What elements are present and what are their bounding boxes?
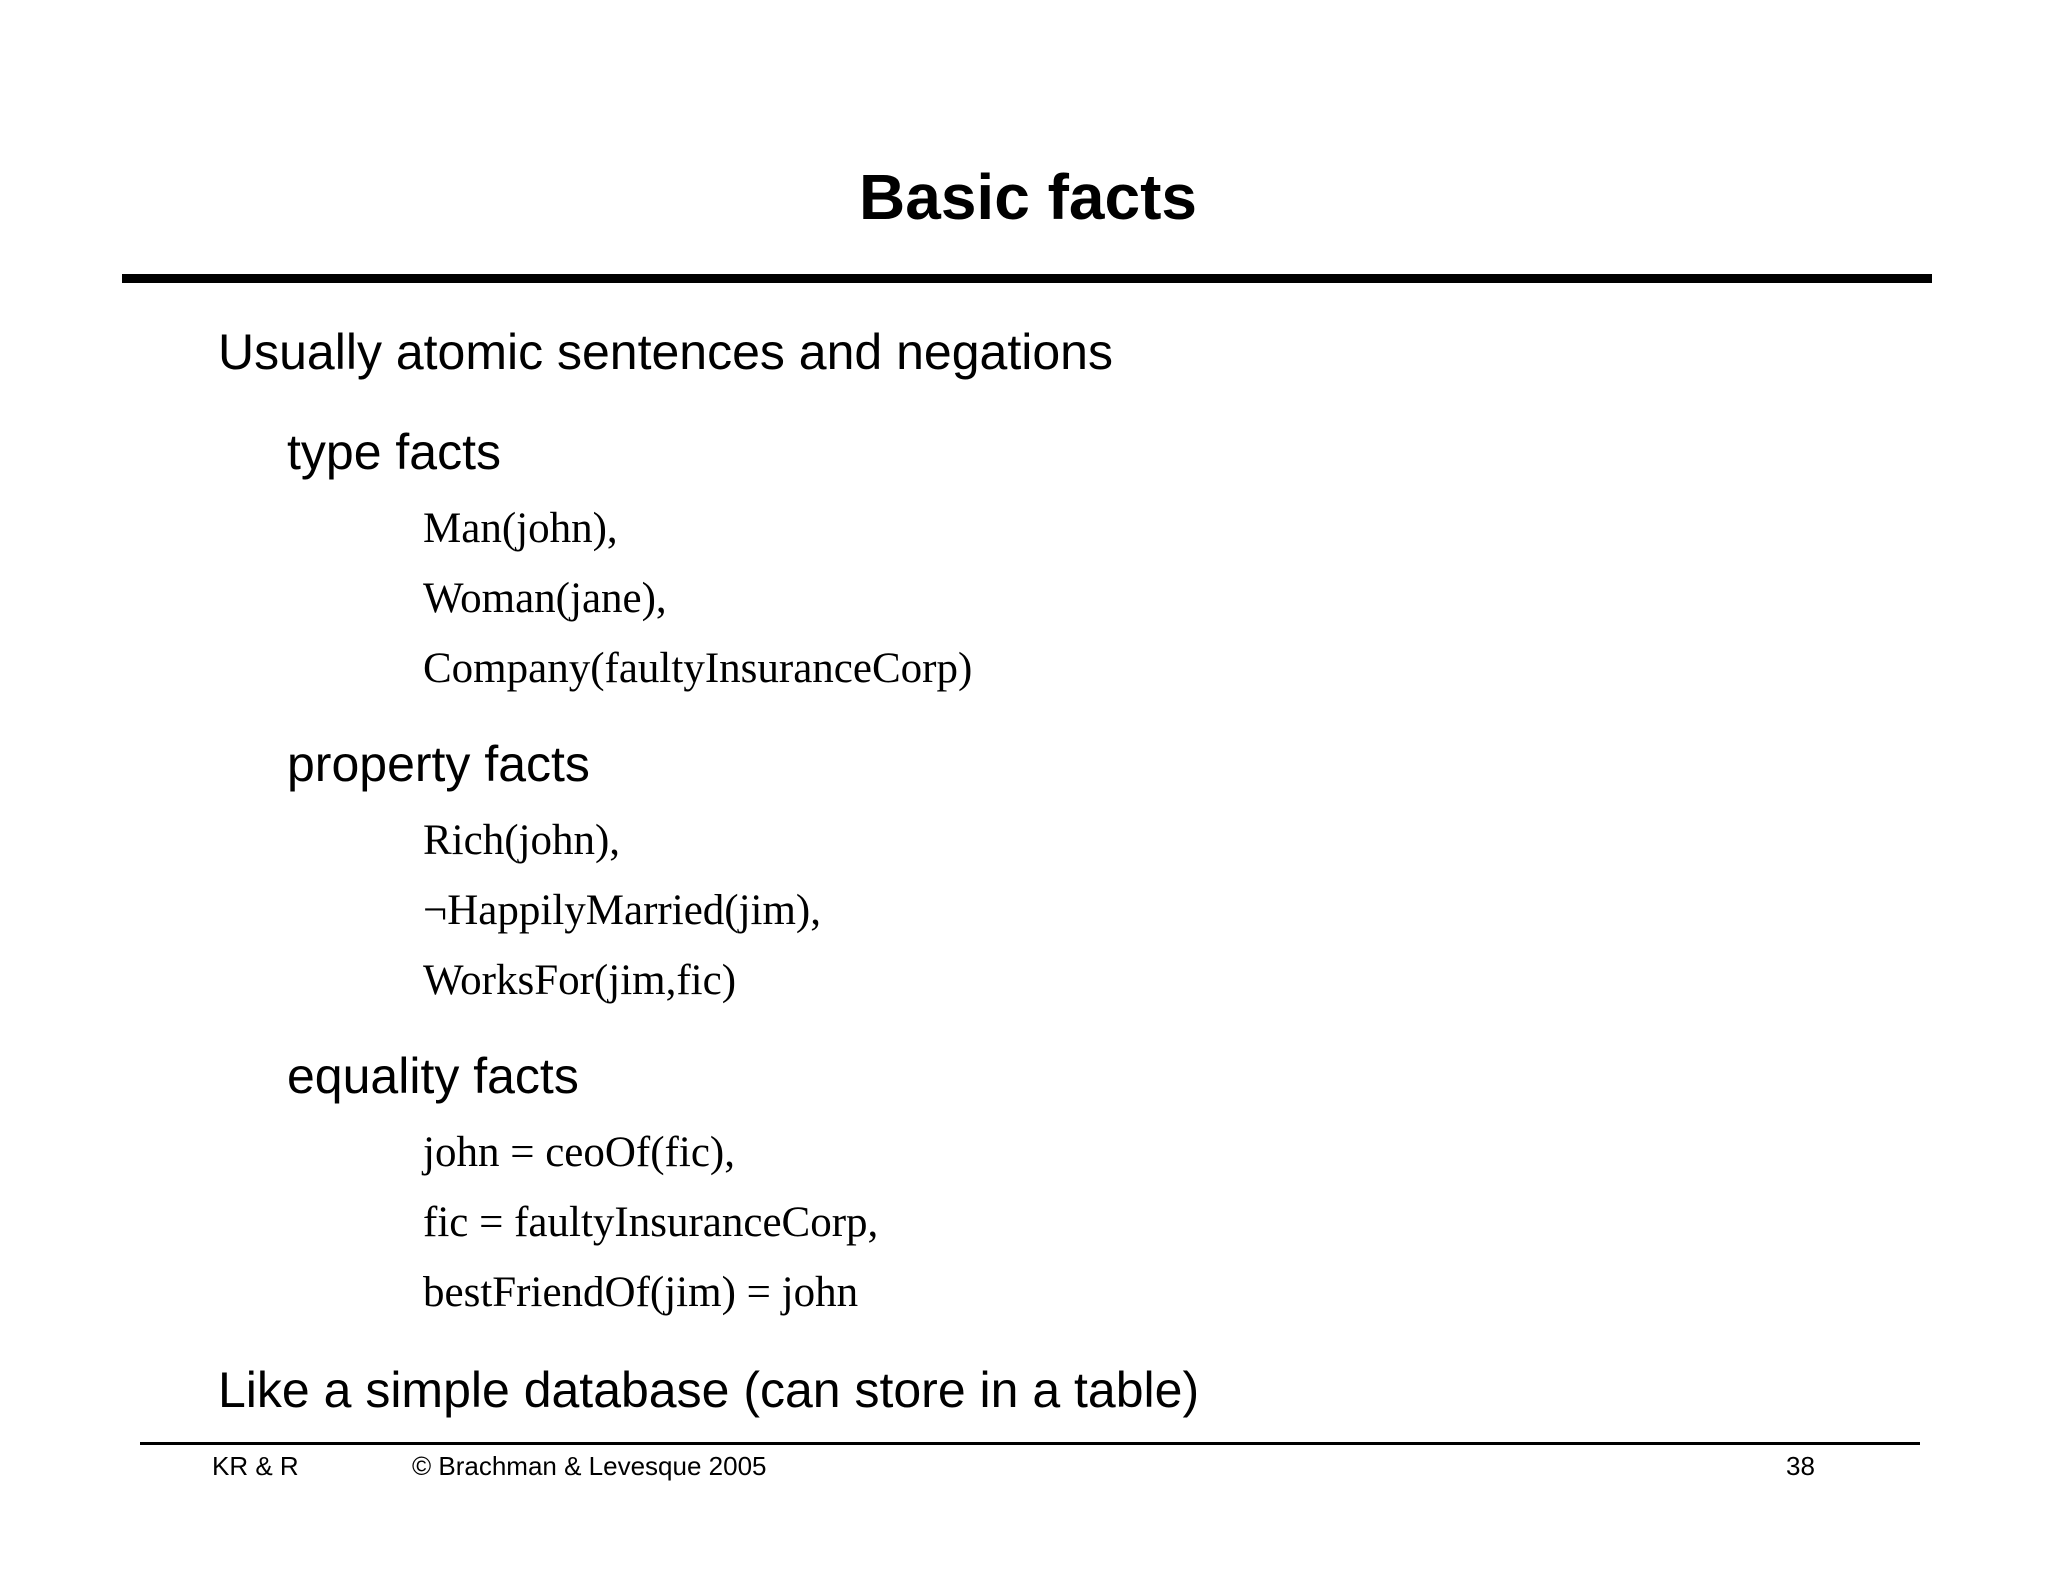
fact-item: fic = faultyInsuranceCorp, (423, 1199, 879, 1246)
title-divider (122, 274, 1932, 283)
section-heading-type-facts: type facts (287, 424, 501, 480)
fact-item: WorksFor(jim,fic) (423, 957, 737, 1004)
fact-item: bestFriendOf(jim) = john (423, 1269, 859, 1316)
fact-item: ¬HappilyMarried(jim), (423, 887, 822, 934)
fact-item: john = ceoOf(fic), (423, 1129, 735, 1176)
conclusion-text: Like a simple database (can store in a table) (218, 1362, 1200, 1418)
fact-item: Rich(john), (423, 817, 621, 864)
intro-text: Usually atomic sentences and negations (218, 324, 1113, 380)
fact-item: Man(john), (423, 505, 618, 552)
section-heading-equality-facts: equality facts (287, 1048, 579, 1104)
footer-divider (140, 1442, 1920, 1445)
page-number: 38 (1786, 1451, 1815, 1481)
footer-course-label: KR & R (212, 1451, 299, 1481)
fact-item: Woman(jane), (423, 575, 667, 622)
footer-copyright: © Brachman & Levesque 2005 (412, 1451, 767, 1481)
section-heading-property-facts: property facts (287, 736, 590, 792)
fact-item: Company(faultyInsuranceCorp) (423, 645, 973, 692)
slide-title: Basic facts (859, 161, 1197, 233)
